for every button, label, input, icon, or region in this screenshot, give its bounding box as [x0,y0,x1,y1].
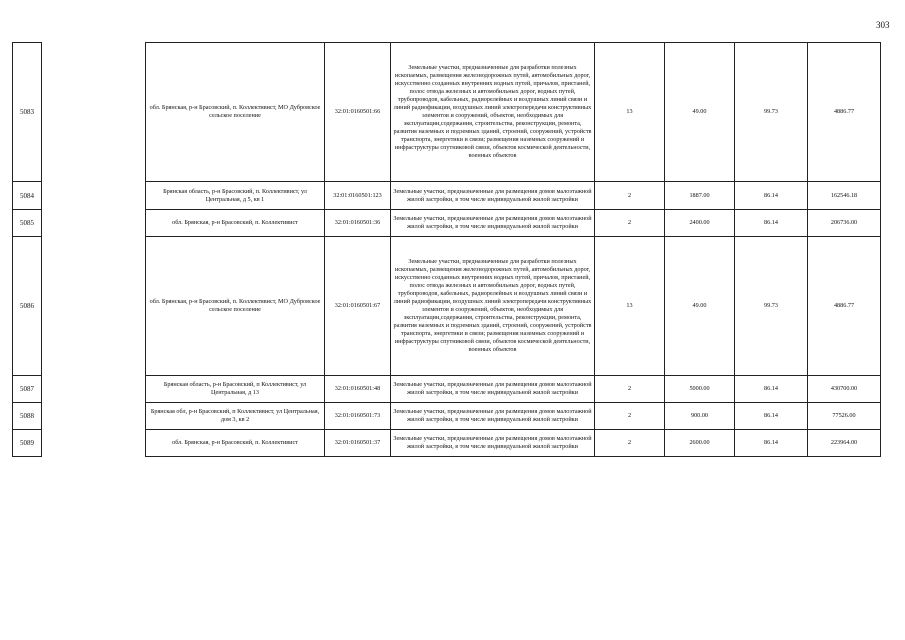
value-cell: 223964.00 [808,430,881,457]
address-cell: обл. Брянская, р-н Брасовский, п. Коллективист, МО Дубровское сельское поселение [146,237,325,376]
table-row [146,43,881,182]
address-cell: Брянская область, р-н Брасовский, п Коллективист, ул Центральная, д 13 [146,376,325,403]
area-cell: 1887.00 [665,182,735,210]
value-cell: 4886.77 [808,43,881,182]
cadastral-number-cell: 32:01:0160501:66 [325,43,391,182]
table-row [146,376,881,403]
area-cell: 49.00 [665,237,735,376]
rate-cell: 86.14 [735,403,808,430]
land-use-cell: Земельные участки, предназначенные для разработки полезных ископаемых, размещения железнодорожных путей, автомобильных дорог, искусственно созданных внутренних водных путей, причалов, пристаней, полос отвода железных и автомобильных дорог, водных путей, трубопроводов, кабельных, радиорелейных и воздушных линий связи и линий радиофикации, воздушных линий электропередачи конструктивных элементов и сооружений, объектов, необходимых для эксплуатации,содержания, строительства, реконструкции, ремонта, развития наземных и подземных зданий, строений, сооружений, устройств транспорта, энергетики и связи; размещения наземных сооружений и инфраструктуры спутниковой связи, объектов космической деятельности, военных объектов [391,43,595,182]
land-use-cell: Земельные участки, предназначенные для размещения домов малоэтажной жилой застройки, в том числе индивидуальной жилой застройки [391,210,595,237]
table-row [146,403,881,430]
area-cell: 5000.00 [665,376,735,403]
row-id-column [12,42,42,457]
table-row [146,182,881,210]
row-id: 5087 [13,376,41,403]
land-use-cell: Земельные участки, предназначенные для размещения домов малоэтажной жилой застройки, в том числе индивидуальной жилой застройки [391,182,595,210]
area-cell: 2600.00 [665,430,735,457]
group-cell: 2 [595,376,665,403]
address-cell: обл. Брянская, р-н Брасовский, п. Коллективист [146,210,325,237]
value-cell: 4886.77 [808,237,881,376]
land-use-cell: Земельные участки, предназначенные для размещения домов малоэтажной жилой застройки, в том числе индивидуальной жилой застройки [391,403,595,430]
land-use-cell: Земельные участки, предназначенные для разработки полезных ископаемых, размещения железнодорожных путей, автомобильных дорог, искусственно созданных внутренних водных путей, причалов, пристаней, полос отвода железных и автомобильных дорог, водных путей, трубопроводов, кабельных, радиорелейных и воздушных линий связи и линий радиофикации, воздушных линий электропередачи конструктивных элементов и сооружений, объектов, необходимых для эксплуатации,содержания, строительства, реконструкции, ремонта, развития наземных и подземных зданий, строений, сооружений, устройств транспорта, энергетики и связи; размещения наземных сооружений и инфраструктуры спутниковой связи, объектов космической деятельности, военных объектов [391,237,595,376]
area-cell: 49.00 [665,43,735,182]
row-id: 5089 [13,430,41,457]
cadastral-number-cell: 32:01:0160501:48 [325,376,391,403]
page-number: 303 [876,20,890,30]
address-cell: обл. Брянская, р-н Брасовский, п. Коллективист [146,430,325,457]
table-row [146,237,881,376]
rate-cell: 86.14 [735,182,808,210]
cadastral-number-cell: 32:01:0160501:37 [325,430,391,457]
group-cell: 2 [595,403,665,430]
cadastral-number-cell: 32:01:0160501:36 [325,210,391,237]
row-id: 5088 [13,403,41,430]
row-id: 5083 [13,43,41,182]
address-cell: Брянская область, р-н Брасовский, п. Коллективист, ул Центральная, д 5, кв 1 [146,182,325,210]
group-cell: 2 [595,430,665,457]
rate-cell: 99.73 [735,43,808,182]
value-cell: 77526.00 [808,403,881,430]
land-plots-table [145,42,881,457]
address-cell: обл. Брянская, р-н Брасовский, п. Коллективист, МО Дубровское сельское поселение [146,43,325,182]
value-cell: 162546.18 [808,182,881,210]
area-cell: 2400.00 [665,210,735,237]
value-cell: 206736.00 [808,210,881,237]
cadastral-number-cell: 32:01:0160501:67 [325,237,391,376]
rate-cell: 86.14 [735,376,808,403]
rate-cell: 99.73 [735,237,808,376]
table-row [146,430,881,457]
group-cell: 2 [595,210,665,237]
cadastral-number-cell: 32:01:0160501:73 [325,403,391,430]
land-use-cell: Земельные участки, предназначенные для размещения домов малоэтажной жилой застройки, в том числе индивидуальной жилой застройки [391,376,595,403]
cadastral-number-cell: 32:01:0160501:123 [325,182,391,210]
group-cell: 13 [595,237,665,376]
group-cell: 13 [595,43,665,182]
area-cell: 900.00 [665,403,735,430]
row-id: 5084 [13,182,41,210]
address-cell: Брянская обл, р-н Брасовский, п Коллективист, ул Центральная, дом 3, кв 2 [146,403,325,430]
row-id: 5085 [13,210,41,237]
value-cell: 430700.00 [808,376,881,403]
land-use-cell: Земельные участки, предназначенные для размещения домов малоэтажной жилой застройки, в том числе индивидуальной жилой застройки [391,430,595,457]
table-row [146,210,881,237]
group-cell: 2 [595,182,665,210]
rate-cell: 86.14 [735,430,808,457]
row-id: 5086 [13,237,41,376]
rate-cell: 86.14 [735,210,808,237]
